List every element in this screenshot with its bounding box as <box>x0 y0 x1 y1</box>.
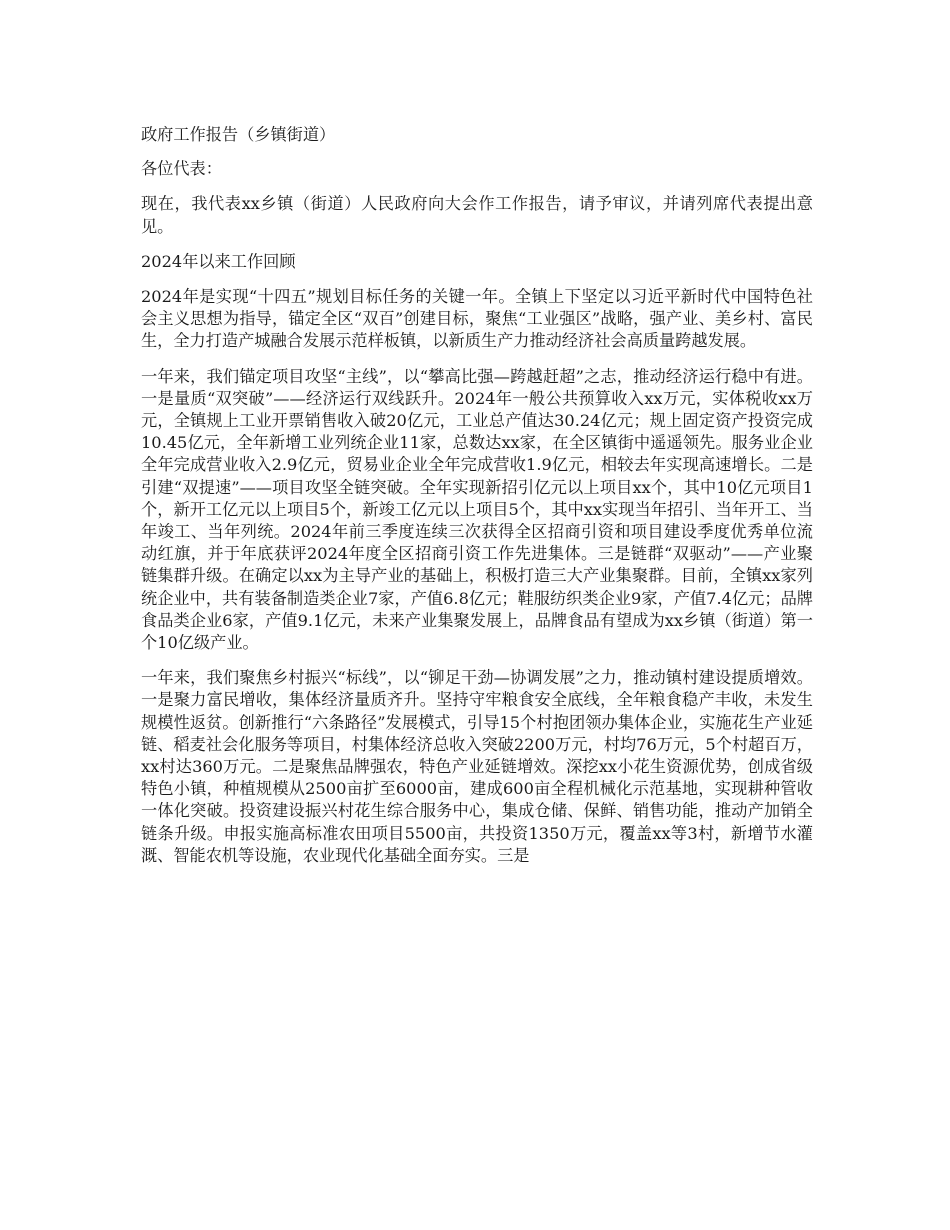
body-paragraph: 一年来，我们锚定项目攻坚“主线”，以“攀高比强—跨越赶超”之志，推动经济运行稳中有进。一是量质“双突破”——经济运行双线跃升。2024年一般公共预算收入xx万元，实体税收xx万元，全镇规上工业开票销售收入破20亿元，工业总产值达30.24亿元；规上固定资产投资完成10.45亿元，全年新增工业列统企业11家，总数达xx家，在全区镇街中遥遥领先。服务业企业全年完成营业收入2.9亿元，贸易业企业全年完成营收1.9亿元，相较去年实现高速增长。二是引建“双提速”——项目攻坚全链突破。全年实现新招引亿元以上项目xx个，其中10亿元项目1个，新开工亿元以上项目5个，新竣工亿元以上项目5个，其中xx实现当年招引、当年开工、当年竣工、当年列统。2024年前三季度连续三次获得全区招商引资和项目建设季度优秀单位流动红旗，并于年底获评2024年度全区招商引资工作先进集体。三是链群“双驱动”——产业聚链集群升级。在确定以xx为主导产业的基础上，积极打造三大产业集聚群。目前，全镇xx家列统企业中，共有装备制造类企业7家，产值6.8亿元；鞋服纺织类企业9家，产值7.4亿元；品牌食品类企业6家，产值9.1亿元，未来产业集聚发展上，品牌食品有望成为xx乡镇（街道）第一个10亿级产业。 <box>141 366 813 653</box>
body-paragraph: 一年来，我们聚焦乡村振兴“标线”，以“铆足干劲—协调发展”之力，推动镇村建设提质增效。一是聚力富民增收，集体经济量质齐升。坚持守牢粮食安全底线，全年粮食稳产丰收，未发生规模性返贫。创新推行“六条路径”发展模式，引导15个村抱团领办集体企业，实施花生产业延链、稻麦社会化服务等项目，村集体经济总收入突破2200万元，村均76万元，5个村超百万，xx村达360万元。二是聚焦品牌强农，特色产业延链增效。深挖xx小花生资源优势，创成省级特色小镇，种植规模从2500亩扩至6000亩，建成600亩全程机械化示范基地，实现耕种管收一体化突破。投资建设振兴村花生综合服务中心，集成仓储、保鲜、销售功能，推动产加销全链条升级。申报实施高标准农田项目5500亩，共投资1350万元，覆盖xx等3村，新增节水灌溉、智能农机等设施，农业现代化基础全面夯实。三是 <box>141 668 813 865</box>
document-page <box>141 124 813 880</box>
body-paragraph: 2024年是实现“十四五”规划目标任务的关键一年。全镇上下坚定以习近平新时代中国特色社会主义思想为指导，锚定全区“双百”创建目标，聚焦“工业强区”战略，强产业、美乡村、富民生，全力打造产城融合发展示范样板镇，以新质生产力推动经济社会高质量跨越发展。 <box>141 287 813 351</box>
salutation: 各位代表： <box>141 159 222 179</box>
intro-paragraph: 现在，我代表xx乡镇（街道）人民政府向大会作工作报告，请予审议，并请列席代表提出意见。 <box>141 194 813 236</box>
document-title: 政府工作报告（乡镇街道） <box>141 125 336 144</box>
section-heading: 2024年以来工作回顾 <box>141 251 296 271</box>
